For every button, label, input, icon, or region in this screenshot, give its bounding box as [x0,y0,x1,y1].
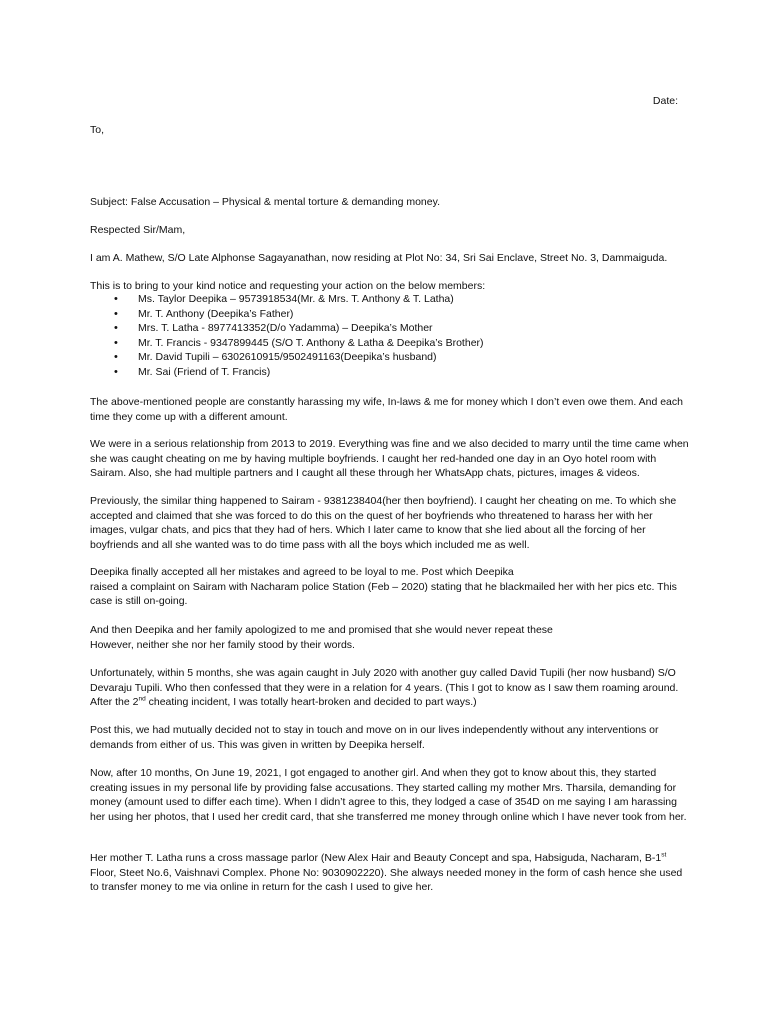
paragraph-massage-parlor [90,851,690,895]
paragraph-text: Unfortunately, within 5 months, she was again caught in July 2020 with another guy called David Tupili (her now husband) S/O Devaraju Tupili. Who then confessed that they were in a relation for 4 years. (This I got to know as I saw them roaming around. After the 2 [90,667,679,708]
to-label: To, [90,124,105,136]
list-item: • Mr. David Tupili – 6302610915/9502491163(Deepika’s husband) [90,350,690,365]
paragraph-text: cheating incident, I was totally heart-broken and decided to part ways.) [145,696,477,708]
list-item: • Mr. T. Anthony (Deepika’s Father) [90,307,690,322]
paragraph-line: Deepika finally accepted all her mistakes and agreed to be loyal to me. Post which Deepika [90,566,514,578]
ordinal-suffix: st [661,851,667,859]
paragraph-text: Floor, Steet No.6, Vaishnavi Complex. Phone No: 9030902220). She always needed money in the form of cash hence she used to transfer money to me via online in return for the cash I used to give her. [90,866,683,893]
list-item: • Mr. T. Francis - 9347899445 (S/O T. Anthony & Latha & Deepika’s Brother) [90,336,690,351]
subject-line: Subject: False Accusation – Physical & mental torture & demanding money. [90,196,440,208]
list-item: • Mr. Sai (Friend of T. Francis) [90,365,690,380]
paragraph-apology [90,623,690,652]
list-item: • Mrs. T. Latha - 8977413352(D/o Yadamma) – Deepika’s Mother [90,321,690,336]
date-label: Date: [652,95,678,107]
intro-paragraph: I am A. Mathew, S/O Late Alphonse Sagayanathan, now residing at Plot No: 34, Sri Sai Enclave, Street No. 3, Dammaiguda. [90,252,668,264]
paragraph-text: Her mother T. Latha runs a cross massage parlor (New Alex Hair and Beauty Concept and spa, Habsiguda, Nacharam, B-1 [90,852,662,864]
paragraph-david-tupili [90,666,690,710]
ordinal-suffix: nd [138,695,146,703]
paragraph-relationship: We were in a serious relationship from 2013 to 2019. Everything was fine and we also decided to marry until the time came when she was caught cheating on me by having multiple boyfriends. I caught her red-handed one day in an Oyo hotel room with Sairam. Also, she had multiple partners and I caught all these through her WhatsApp chats, pictures, images & videos. [90,438,689,479]
paragraph-line: And then Deepika and her family apologized to me and promised that she would never repeat these [90,624,553,636]
paragraph-complaint [90,565,690,609]
paragraph-line: raised a complaint on Sairam with Nacharam police Station (Feb – 2020) stating that he blackmailed her with her pics etc. This case is still on-going. [90,580,677,607]
notice-line: This is to bring to your kind notice and requesting your action on the below members: [90,280,486,292]
paragraph-mutual-decision: Post this, we had mutually decided not to stay in touch and move on in our lives independently without any interventions or demands from either of us. This was given in written by Deepika herself. [90,724,659,751]
list-item: • Ms. Taylor Deepika – 9573918534(Mr. & Mrs. T. Anthony & T. Latha) [90,292,690,307]
paragraph-sairam: Previously, the similar thing happened to Sairam - 9381238404(her then boyfriend). I caught her cheating on me. To which she accepted and claimed that she was forced to do this on the quest of her boyfriends who threatened to harass her with her images, vulgar chats, and pics that they had of hers. Which I later came to know that she lied about all the forcing of her boyfriends and all she wanted was to do time pass with all the boys which included me as well. [90,495,677,551]
paragraph-engagement: Now, after 10 months, On June 19, 2021, I got engaged to another girl. And when they got to know about this, they started creating issues in my personal life by providing false accusations. They started calling my mother Mrs. Tharsila, demanding for money (amount used to differ each time). When I didn’t agree to this, they lodged a case of 354D on me saying I am harassing her using her photos, that I used her credit card, that she transferred me money through online which I have never took from her. [90,767,687,823]
paragraph-line: However, neither she nor her family stood by their words. [90,638,355,651]
paragraph-harassment: The above-mentioned people are constantly harassing my wife, In-laws & me for money which I don’t even owe them. And each time they come up with a different amount. [90,396,683,423]
salutation: Respected Sir/Mam, [90,224,186,236]
members-list [90,292,690,379]
